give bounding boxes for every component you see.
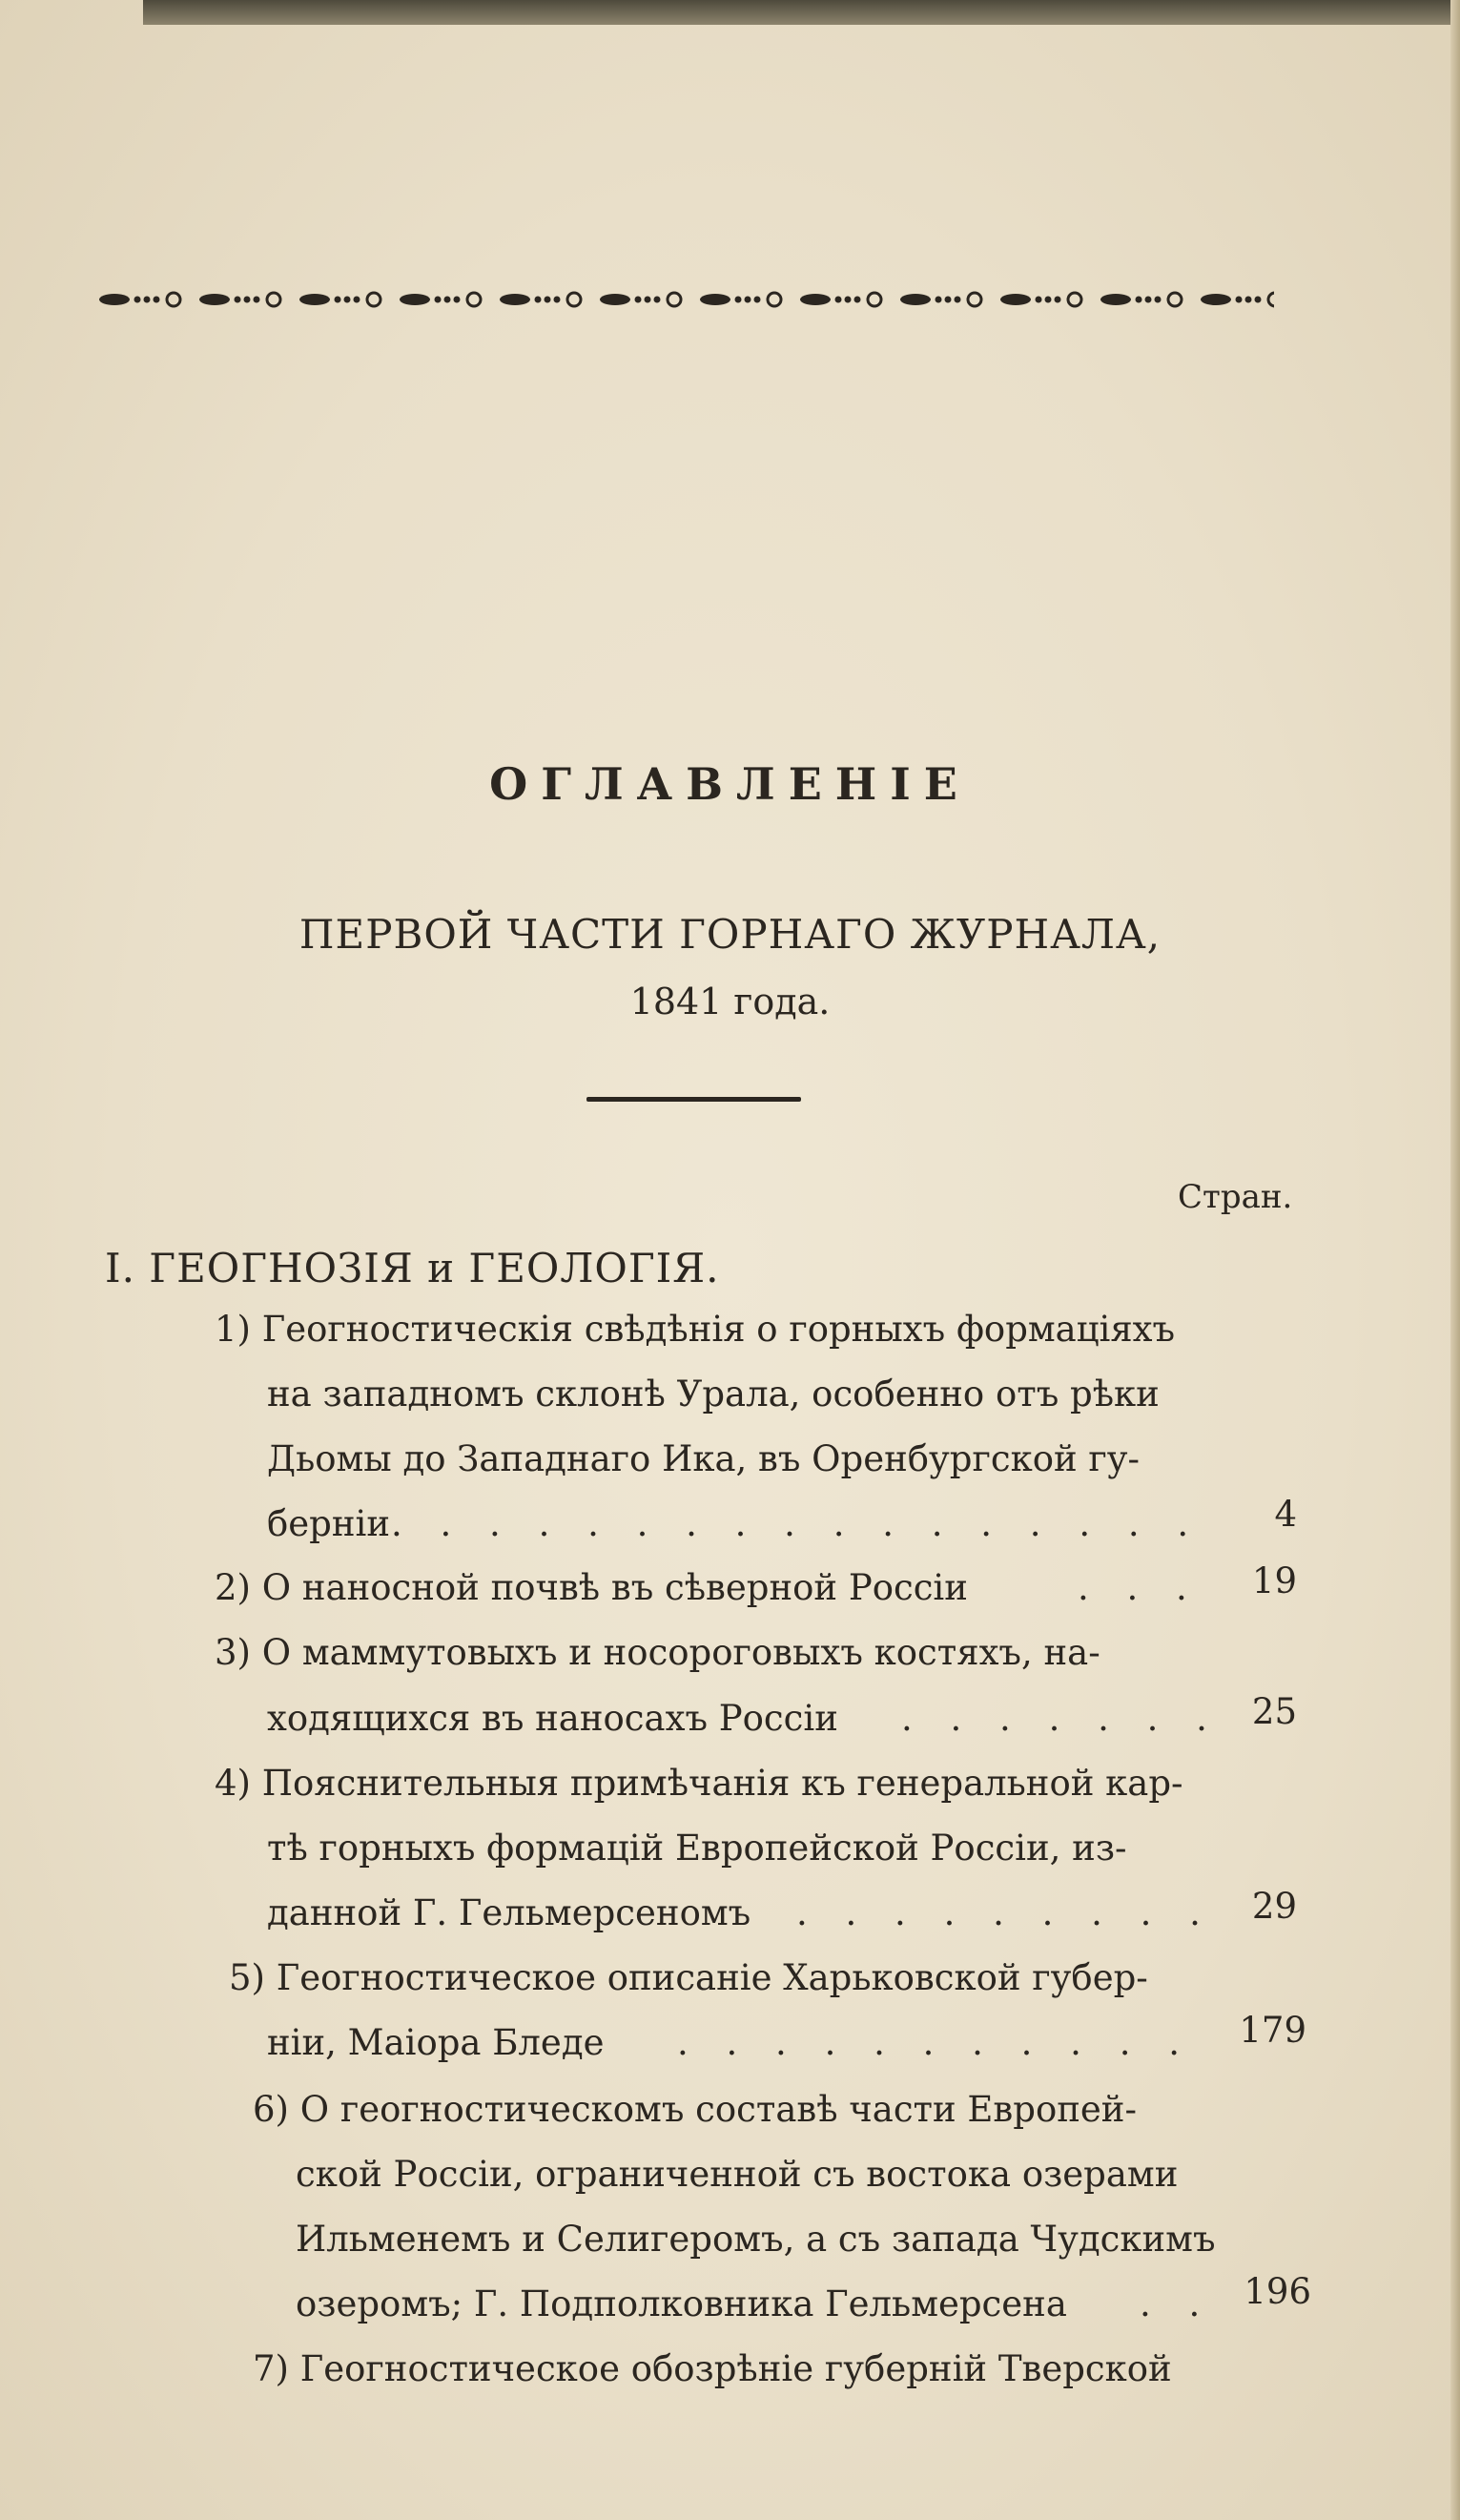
ornament-dot: [1055, 297, 1061, 303]
ornament-dot: [1036, 297, 1042, 303]
section-title: I. ГЕОГНОЗІЯ и ГЕОЛОГІЯ.: [105, 1245, 720, 1291]
entry-text-line: О геогностическомъ составѣ части Европей-: [299, 2089, 1137, 2130]
entry-text-line: озеромъ; Г. Подполковника Гельмерсена: [296, 2283, 1067, 2324]
entry-number: 1): [215, 1309, 251, 1350]
ornament-dot: [354, 297, 360, 303]
divider-rule: [586, 1097, 801, 1102]
entry-3: [215, 1632, 1100, 1673]
ornament-dot: [1236, 297, 1243, 303]
ornament-dot: [1255, 297, 1262, 303]
entry-text-line: Геогностическое описаніе Харьковской губер-: [276, 1957, 1148, 1998]
entry-text-line: данной Г. Гельмерсеномъ: [267, 1892, 751, 1933]
entry-text-line: Дьомы до Западнаго Ика, въ Оренбургской гу-: [267, 1438, 1141, 1479]
leader-dots: . . . . . . . . . . . . . . . . .: [391, 1503, 1203, 1544]
ornament-dot: [244, 297, 251, 303]
ornament-leaf: [800, 294, 831, 305]
ornament-dot: [554, 297, 561, 303]
entry-text-line: О наносной почвѣ въ сѣверной Россіи: [261, 1567, 968, 1608]
entry-page-number: 25: [1251, 1691, 1297, 1732]
entry-number: 2): [215, 1567, 251, 1608]
ornament-dot: [936, 297, 942, 303]
ornament-dot: [1155, 297, 1162, 303]
entry-5: [229, 1957, 1148, 1998]
toc-year: 1841 года.: [629, 981, 831, 1022]
ornament-dot: [754, 297, 761, 303]
entry-number: 7): [253, 2348, 289, 2389]
entry-text-line: ской Россіи, ограниченной съ востока озерами: [296, 2154, 1179, 2195]
ornament-dot: [845, 297, 852, 303]
ornament-dot: [854, 297, 861, 303]
page-column-label: Стран.: [1178, 1178, 1293, 1216]
ornament-dot: [254, 297, 260, 303]
entry-text-line: ходящихся въ наносахъ Россіи: [267, 1698, 838, 1739]
ornament-dot: [955, 297, 961, 303]
ornament-dot: [735, 297, 742, 303]
leader-dots: . . . . . . . . .: [796, 1892, 1214, 1933]
ornament-ring: [768, 293, 781, 306]
leader-dots: . . . . . . . . . . .: [677, 2022, 1193, 2063]
leader-dots: . . .: [1078, 1567, 1201, 1608]
book-cover-edge: [143, 0, 1460, 25]
entry-number: 4): [215, 1763, 251, 1804]
ornament-dot: [635, 297, 642, 303]
ornament-ring: [968, 293, 981, 306]
entry-text-line: Геогностическое обозрѣніе губерній Тверской: [299, 2348, 1172, 2389]
ornament-dot: [444, 297, 451, 303]
entry-4: [215, 1763, 1183, 1804]
ornament-ring: [167, 293, 180, 306]
ornament-dot: [945, 297, 952, 303]
ornament-leaf: [1201, 294, 1231, 305]
ornament-leaf: [700, 294, 730, 305]
ornament-dot: [654, 297, 661, 303]
ornament-dot: [154, 297, 160, 303]
entry-text-line: Пояснительныя примѣчанія къ генеральной кар-: [261, 1763, 1183, 1804]
ornament-dot: [235, 297, 241, 303]
entry-number: 3): [215, 1632, 251, 1673]
entry-number: 5): [229, 1957, 265, 1998]
ornament-ring: [1168, 293, 1182, 306]
entry-6: [253, 2089, 1137, 2130]
entry-1: [215, 1309, 1175, 1350]
ornament-ring: [1268, 293, 1274, 306]
leader-dots: . . . . . . .: [901, 1698, 1221, 1739]
ornament-dot: [335, 297, 341, 303]
entry-page-number: 196: [1244, 2271, 1311, 2312]
ornament-leaf: [900, 294, 931, 305]
ornament-leaf: [500, 294, 530, 305]
ornament-leaf: [600, 294, 630, 305]
ornament-leaf: [299, 294, 330, 305]
ornamental-border: [92, 286, 1274, 313]
ornament-ring: [467, 293, 481, 306]
ornament-dot: [344, 297, 351, 303]
entry-page-number: 19: [1251, 1560, 1297, 1601]
ornament-dot: [835, 297, 842, 303]
ornament-dot: [645, 297, 651, 303]
ornament-dot: [134, 297, 141, 303]
page-edge-shadow: [1450, 0, 1460, 2520]
ornament-leaf: [99, 294, 130, 305]
ornament-ring: [1068, 293, 1081, 306]
ornament-ring: [567, 293, 581, 306]
entry-text-line: тѣ горныхъ формацій Европейской Россіи, из-: [267, 1828, 1127, 1869]
ornament-ring: [267, 293, 280, 306]
entry-page-number: 4: [1274, 1494, 1297, 1535]
toc-subtitle: ПЕРВОЙ ЧАСТИ ГОРНАГО ЖУРНАЛА,: [298, 911, 1162, 958]
ornament-leaf: [1100, 294, 1131, 305]
ornament-ring: [367, 293, 380, 306]
ornament-leaf: [1000, 294, 1031, 305]
entry-page-number: 179: [1239, 2010, 1306, 2051]
ornament-dot: [1136, 297, 1142, 303]
entry-7: [253, 2348, 1172, 2389]
entry-number: 6): [253, 2089, 289, 2130]
ornament-dot: [1145, 297, 1152, 303]
entry-text-line: берніи: [267, 1503, 391, 1544]
ornament-leaf: [400, 294, 430, 305]
ornament-dot: [1045, 297, 1052, 303]
entry-text-line: ніи, Маіора Бледе: [267, 2022, 605, 2063]
ornament-ring: [868, 293, 881, 306]
ornament-dot: [745, 297, 751, 303]
ornament-leaf: [199, 294, 230, 305]
ornament-dot: [1245, 297, 1252, 303]
ornament-dot: [435, 297, 442, 303]
ornament-dot: [144, 297, 151, 303]
entry-2: [215, 1567, 968, 1608]
entry-text-line: Геогностическія свѣдѣнія о горныхъ формаціяхъ: [261, 1309, 1176, 1350]
entry-page-number: 29: [1251, 1886, 1297, 1927]
entry-text-line: Ильменемъ и Селигеромъ, а съ запада Чудскимъ: [296, 2219, 1216, 2260]
ornament-dot: [454, 297, 461, 303]
entry-text-line: О маммутовыхъ и носороговыхъ костяхъ, на-: [261, 1632, 1100, 1673]
ornament-dot: [535, 297, 542, 303]
toc-title: ОГЛАВЛЕНІЕ: [489, 758, 971, 810]
ornament-ring: [668, 293, 681, 306]
leader-dots: . .: [1140, 2283, 1214, 2324]
entry-text-line: на западномъ склонѣ Урала, особенно отъ рѣки: [267, 1374, 1160, 1415]
ornament-dot: [545, 297, 551, 303]
